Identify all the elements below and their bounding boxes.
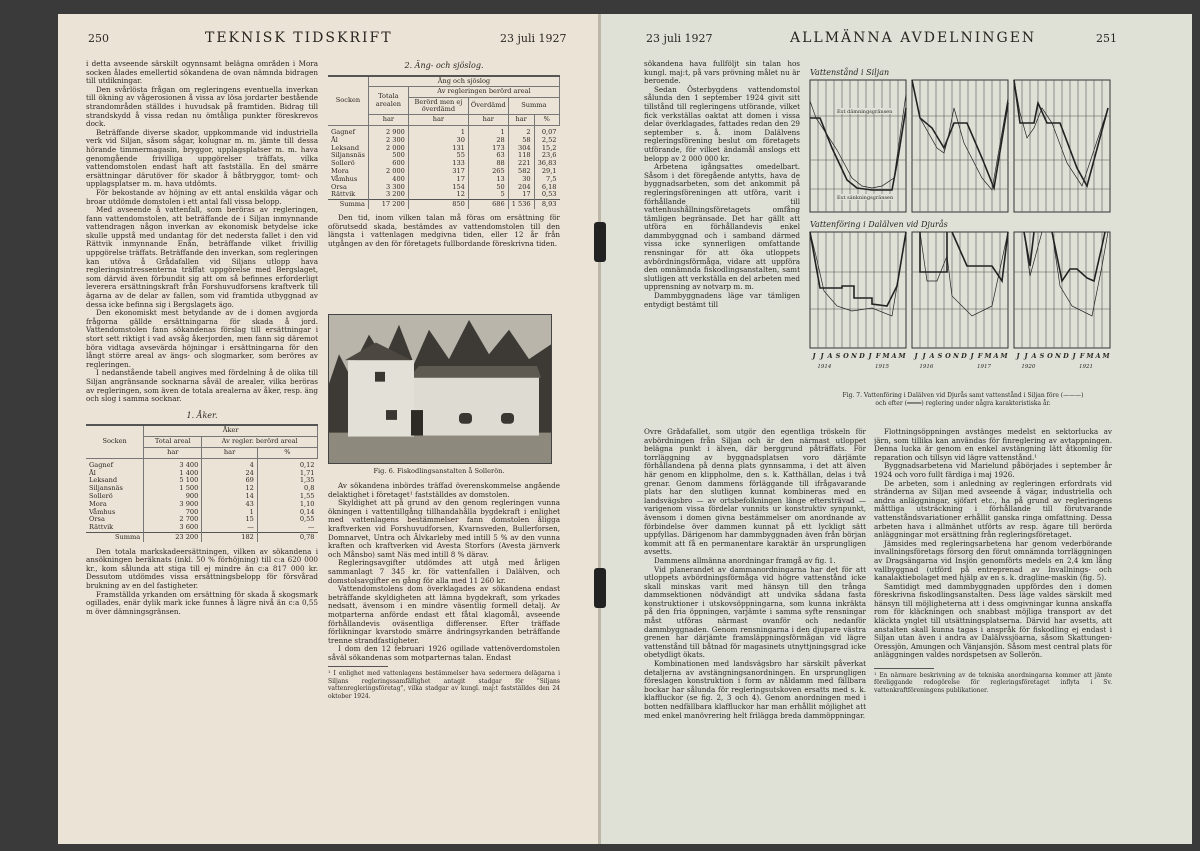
fig7-month-label: N <box>851 352 857 360</box>
cell-socken: Orsa <box>89 515 105 524</box>
cell-total: 3 600 <box>144 524 202 532</box>
fig7-year-end: 1921 <box>1079 364 1093 370</box>
cell-berord: 15 <box>202 516 258 524</box>
unit-har: har <box>368 115 408 126</box>
paragraph: Den totala markskadeersättningen, vilken av sökandena i ansökningen beräknats (inkl. 50 % förhöjning) till c:a 620 000 kr., kom sålunda att stiga till ej mindre än c:a 817 000 kr. Dessutom utdömdes vissa ersättningsbelopp för försvårad brukning av en del fastigheter. <box>86 546 318 591</box>
paragraph: I dom den 12 februari 1926 ogillade vattenöverdomstolen såväl sökandenas som motparternas talan. Endast <box>328 644 560 662</box>
sum-total: 17 200 <box>368 200 408 209</box>
issue-date-left: 23 juli 1927 <box>500 32 567 45</box>
cell-socken: Leksand <box>331 143 360 152</box>
sum-pct: 0,78 <box>257 532 317 541</box>
cell-socken: Ål <box>331 135 338 144</box>
article-text <box>328 214 560 248</box>
cell-pct: 29,1 <box>534 168 559 176</box>
col-header-socken: Socken <box>86 425 144 458</box>
cell-total: 2 300 <box>368 137 408 145</box>
paragraph: Dammens allmänna anordningar framgå av fig. 1. <box>654 555 836 565</box>
right-column-2 <box>874 428 1112 838</box>
fig7-month-label: S <box>1039 352 1045 360</box>
cell-socken: Sollerö <box>331 159 355 168</box>
left-column-2 <box>328 60 560 310</box>
cell-berord: 1 <box>202 509 258 517</box>
fig7-caption-line1: Fig. 7. Vattenföring i Dalälven vid Djurås samt vattenstånd i Siljan före (———) <box>842 392 1084 399</box>
table2-caption: 2. Äng- och sjöslog. <box>404 61 484 70</box>
paragraph: Framställda yrkanden om ersättning för skada å skogsmark ogillades, enär dylik mark icke funnes å lägre nivå än c:a 0,55 m över dämningsgränsen. <box>86 589 318 616</box>
paragraph: Sedan Österbygdens vattendomstol sålunda den 1 september 1924 givit sitt tillstånd till regleringens utförande, vilket fick verkställas oaktat att domen i vissa delar överklagades, fattades redan den 29 september s. å. inom Dalälvens regleringsförening beslut om företagets utförande, för vilket ändamål anslogs ett belopp av 2 000 000 kr. <box>644 84 800 163</box>
unit-har: har <box>508 115 534 126</box>
cell-socken: Våmhus <box>331 174 358 183</box>
fig7-month-label: J <box>820 352 824 360</box>
cell-sum: 582 <box>508 168 534 176</box>
cell-total: 2 000 <box>368 145 408 153</box>
cell-sum: 30 <box>508 176 534 184</box>
page-gutter <box>598 14 601 844</box>
article-text <box>328 482 560 662</box>
issue-date-right: 23 juli 1927 <box>646 32 713 45</box>
cell-pct: 1,10 <box>257 501 317 509</box>
cell-over: 63 <box>468 152 508 160</box>
fig7-month-label: A <box>929 352 935 360</box>
cell-ej: 131 <box>408 145 468 153</box>
cell-total: 3 400 <box>144 462 202 470</box>
cell-berord: 24 <box>202 470 258 478</box>
cell-ej: 154 <box>408 184 468 192</box>
article-text <box>86 548 318 617</box>
paragraph: Regleringsavgifter utdömdes att utgå med årligen sammanlagt 7 345 kr. för vattenfallen i Dalälven, och domstolsavgifter en gång för alla med 11 260 kr. <box>328 558 560 585</box>
cell-socken: Mora <box>89 499 107 508</box>
cell-over: 1 <box>468 129 508 137</box>
fig7-title-discharge: Vattenföring i Dalälven vid Djurås <box>810 220 948 229</box>
fig7-chart <box>806 66 1122 384</box>
unit-har: har <box>144 447 202 458</box>
fig7-month-label: M <box>898 352 906 360</box>
photo-illustration <box>329 315 551 463</box>
fig7-month-label: F <box>875 352 881 360</box>
fig7-title-water-level: Vattenstånd i Siljan <box>810 68 890 77</box>
cell-socken: Våmhus <box>89 507 116 516</box>
cell-pct: 15,2 <box>534 145 559 153</box>
cell-total: 700 <box>144 509 202 517</box>
unit-har: har <box>408 115 468 126</box>
unit-pct: % <box>257 447 317 458</box>
fig7-month-label: J <box>922 352 926 360</box>
fig7-month-label: F <box>977 352 983 360</box>
cell-socken: Leksand <box>89 476 118 485</box>
col-header-aker: Åker <box>144 425 318 436</box>
sum-over: 686 <box>468 200 508 209</box>
unit-har: har <box>468 115 508 126</box>
table-row <box>86 462 318 470</box>
cell-total: 3 200 <box>368 191 408 199</box>
fig7-month-label: M <box>882 352 890 360</box>
paragraph: Dammbyggnadens läge var tämligen entydigt bestämt till <box>644 291 800 309</box>
cell-berord: 12 <box>202 485 258 493</box>
cell-pct: 23,6 <box>534 152 559 160</box>
paragraph: i detta avseende särskilt ogynnsamt belägna områden i Mora socken ålades emellertid sökandena de ovan nämnda bidragen till utdikningar. <box>86 60 318 86</box>
fig7-month-label: F <box>1079 352 1085 360</box>
sum-ej: 850 <box>408 200 468 209</box>
cell-sum: 58 <box>508 137 534 145</box>
paragraph: Övre Grådafallet, som utgör den egentliga tröskeln för avbördningen från Siljan och är den närmast utloppet belägna punkt i älven, där berggrund påträffats. För torrläggning av byggnadsplatsen voro därjämte förhållandena på denna plats gynnsamma, i det att älven här genom en klippholme, den s. k. Katthällan, delas i två grenar. Genom dammens förläggande till ifrågavarande plats har den slutligen kunnat kombineras med en landsvägsbro — av ortsbefolkningen länge eftersträvad — varigenom vissa fördelar vunnits ur konstruktiv synpunkt, ävensom i domen givna bestämmelser om anordnande av förbindelse över dammen kunnat på ett lyckligt sätt uppfyllas. Därigenom har dammbyggnaden även från början kommit att få en permanentare karaktär än ursprungligen avsetts. <box>644 428 866 557</box>
fig7-month-label: M <box>1086 352 1094 360</box>
cell-pct: — <box>257 524 317 532</box>
fig7-caption <box>808 392 1118 408</box>
paragraph: Jämsides med regleringsarbetena har genom vederbörande invallningsföretags försorg den förut omnämnda torrläggningen av Dragsängarna vid Insjön genomförts medels en 2,4 km lång vallbyggnad (utförd på entreprenad av Invallnings- och kanalaktiebolaget med hjälp av en s. k. dragline-maskin (fig. 5). <box>874 538 1112 583</box>
col-header-affected: Av regleringen berörd areal <box>408 87 559 98</box>
cell-berord: 14 <box>202 493 258 501</box>
footnote-rule <box>874 668 934 669</box>
sum-total: 23 200 <box>144 532 202 541</box>
left-column-2-continued <box>328 482 560 838</box>
table-row <box>86 524 318 532</box>
sum-label: Summa <box>86 532 144 541</box>
cell-sum: 204 <box>508 184 534 192</box>
cell-ej: 30 <box>408 137 468 145</box>
cell-pct: 0,53 <box>534 191 559 199</box>
fig7-month-label: M <box>1102 352 1110 360</box>
col-header-socken: Socken <box>328 76 368 126</box>
fig7-year-end: 1917 <box>977 364 991 370</box>
article-text <box>644 428 866 720</box>
fig7-caption-line2: och efter (━━━━) reglering under några karakteristiska år. <box>875 400 1051 407</box>
cell-total: 900 <box>144 493 202 501</box>
paragraph: I nedanstående tabell angives med fördelning å de olika till Siljan angränsande socknarna såväl de arealer, vilka beröras av regleringen, som även de totala arealerna av åker, resp. äng och slog i samma socknar. <box>86 368 318 404</box>
article-text <box>86 60 318 404</box>
cell-sum: 17 <box>508 191 534 199</box>
table1-caption: 1. Åker. <box>186 410 218 420</box>
fig7-month-label: D <box>859 352 865 360</box>
cell-pct: 1,71 <box>257 470 317 478</box>
footnote-right: ¹ En närmare beskrivning av de tekniska anordningarna kommer att jämte föreliggande redogörelse för regleringsföretaget inflyta i Sv. vattenkraftföreningens publikationer. <box>874 672 1112 694</box>
paragraph: Med avseende å vattenfall, som beröras av regleringen, fann vattendomstolen, att beträffande de i Siljan inmynnande vattendragen någon inverkan av ekonomisk betydelse icke skulle uppstå med undantag för det nedersta fallet i den vid Rättvik inmynnande Enån, beträffande vilket frivillig uppgörelse träffats. Beträffande den inverkan, som regleringen kan utöva å Grådafallen vid Siljans utlopp hava regleringsintressenterna träffat uppgörelse med Bergslaget, som därvid även förbundit sig att om så befinnes erforderligt leverera ersättningskraft från Forshuvudforsens kraftverk till ägarna av de delar av fallen, som vid framtida utbyggnad av dessa icke befinna sig i Bergslagets ägo. <box>86 205 318 309</box>
cell-total: 3 900 <box>144 501 202 509</box>
fig7-month-label: D <box>961 352 967 360</box>
cell-socken: Rättvik <box>331 190 356 199</box>
fig7-month-label: A <box>1031 352 1037 360</box>
fig7-month-label: J <box>812 352 816 360</box>
right-column-1 <box>644 60 800 394</box>
fig7-month-label: O <box>945 352 951 360</box>
fig7-month-label: A <box>827 352 833 360</box>
paragraph: Av sökandena inbördes träffad överenskommelse angående delaktighet i företaget¹ fastställdes av domstolen. <box>328 482 560 499</box>
cell-pct: 36,83 <box>534 160 559 168</box>
paragraph: De arbeten, som i anledning av regleringen erfordrats vid stränderna av Siljan med avseende å vägar, industriella och andra anläggningar, sjöfart etc., ha på grund av regleringens måttliga utsträckning i förhållande till förutvarande vattenståndsvariationer erhållit ganska ringa omfattning. Dessa arbeten hava i allmänhet utförts av resp. ägare till berörda anläggningar mot ersättning från regleringsföretaget. <box>874 478 1112 540</box>
sum-berord: 182 <box>202 532 258 541</box>
left-column-1 <box>86 60 318 838</box>
fig7-month-label: J <box>1072 352 1076 360</box>
cell-over: 28 <box>468 137 508 145</box>
fig7-month-label: J <box>914 352 918 360</box>
paragraph: Den tid, inom vilken talan må föras om ersättning för oförutsedd skada, bestämdes av vattendomstolen till den längsta i vattenlagen medgivna tiden, eller 12 år från utgången av den för företagets fullbordande föreskrivna tiden. <box>328 212 560 248</box>
fig7-month-label: J <box>1024 352 1028 360</box>
article-text <box>644 60 800 309</box>
cell-pct: 7,5 <box>534 176 559 184</box>
table-row <box>86 470 318 478</box>
cell-socken: Gagnef <box>331 127 356 136</box>
fig7-month-label: S <box>835 352 841 360</box>
cell-ej: 1 <box>408 129 468 137</box>
cell-total: 5 100 <box>144 477 202 485</box>
table-sum-row <box>86 532 318 541</box>
col-header-total: Total areal <box>144 437 202 448</box>
col-header-summa: Summa <box>508 98 559 115</box>
table-ang-sjoslog <box>328 75 560 209</box>
cell-pct: 0,55 <box>257 516 317 524</box>
paragraph: sökandena hava fullföljt sin talan hos kungl. maj:t, på vars prövning målet nu är beroende. <box>644 60 800 86</box>
col-header-total: Totala arealen <box>368 87 408 115</box>
cell-total: 2 000 <box>368 168 408 176</box>
table-row <box>86 501 318 509</box>
binding-clip <box>594 568 606 608</box>
cell-pct: 0,8 <box>257 485 317 493</box>
fig7-month-label: N <box>1055 352 1061 360</box>
sum-sum: 1 536 <box>508 200 534 209</box>
journal-title: TEKNISK TIDSKRIFT <box>205 30 393 46</box>
right-column-1-continued <box>644 428 866 838</box>
cell-socken: Ål <box>89 468 96 477</box>
unit-pct: % <box>534 115 559 126</box>
fig7-series-after-regulation <box>920 232 1008 281</box>
cell-sum: 304 <box>508 145 534 153</box>
fig7-year-end: 1915 <box>875 364 889 370</box>
paragraph: Beträffande diverse skador, uppkommande vid industriella verk vid Siljan, såsom sågar, kolugnar m. m. jämte till dessa hörande timmermagasin, bryggor, upplagsplatser m. m. hava genomgående frivilliga uppgörelser träffats, vilka vattendomstolen endast haft att fastställa. En del smärre ersättningar därutöver för skador å båtbryggor, tomt- och upplagsplatser m. m. hava utdömts. <box>86 127 318 189</box>
footnote-rule <box>328 666 388 667</box>
paragraph: Den svårlösta frågan om regleringens eventuella inverkan till ökning av vågerosionen å vissa av lösa jordarter bestående strandområden ställdes i huvudsak på framtiden. Bidrag till strandskydd å vissa redan nu ömtåliga punkter föreskrevos dock. <box>86 84 318 129</box>
fig7-year-start: 1914 <box>817 364 832 370</box>
cell-sum: 118 <box>508 152 534 160</box>
cell-ej: 17 <box>408 176 468 184</box>
paragraph: Skyldighet att på grund av den genom regleringen vunna ökningen i vattentillgång tillhandahålla bygdekraft i enlighet med vattenlagens bestämmelser fann domstolen åligga kraftverken vid Forshuvudforsen, Kvarnsveden, Bullerforsen, Domnarvet, Untra och Älvkarleby med intill 5 % av den vunna kraften och kraftverken vid Avesta Storfors (Avesta järnverk och Månsbo) samt Näs med intill 8 % därav. <box>328 498 560 559</box>
cell-berord: 4 <box>202 462 258 470</box>
fig7-month-label: O <box>1047 352 1053 360</box>
article-text <box>874 428 1112 660</box>
fig7-month-label: M <box>1000 352 1008 360</box>
unit-har: har <box>202 447 258 458</box>
cell-total: 3 300 <box>368 184 408 192</box>
cell-berord: — <box>202 524 258 532</box>
fig7-month-label: J <box>1016 352 1020 360</box>
fig7-year-start: 1920 <box>1021 364 1036 370</box>
table-aker <box>86 424 318 541</box>
fig7-month-label: J <box>970 352 974 360</box>
cell-pct: 2,52 <box>534 137 559 145</box>
cell-ej: 55 <box>408 152 468 160</box>
cell-over: 265 <box>468 168 508 176</box>
fig7-month-label: D <box>1063 352 1069 360</box>
cell-over: 173 <box>468 145 508 153</box>
table-row <box>86 516 318 524</box>
cell-socken: Rättvik <box>89 523 114 532</box>
paragraph: Samtidigt med dammbyggnaden uppfördes den i domen föreskrivna fiskodlingsanstalten. Dess läge valdes särskilt med hänsyn till möjligheterna att i dess omgivningar kunna anskaffa rom för kläckningen och snabbast möjliga transport av det kläckta ynglet till utsättningsplatserna. Därvid har avsetts, att anstalten skall kunna tagas i anspråk för fiskodling ej endast i Siljan utan även i andra av Dalälvssjöarna, såsom Skattungen-Oressjön, Amungen och Vänjansjön. Såsom mest central plats för anläggningen valdes nordspetsen av Sollerön. <box>874 581 1112 660</box>
paragraph: Arbetena igångsattes omedelbart. Såsom i det föregående antytts, hava de byggnadsarbeten, som det ankommit på regleringsföreningen att utföra, varit i förhållande till vattenhushållningsföretagets omfång tämligen begränsade. Det har gällt att utföra en förhållandevis enkel dammbyggnad och i samband därmed vissa icke synnerligen omfattande rensningar för att öka utloppets avbördningsförmåga, vidare att uppföra den omnämnda fiskodlingsanstalten, samt slutligen att verkställa en del arbeten med upprensning av notvarp m. m. <box>644 162 800 292</box>
fig7-month-label: A <box>1095 352 1101 360</box>
cell-total: 1 400 <box>144 470 202 478</box>
fig7-month-label: O <box>843 352 849 360</box>
footnote-left: ¹ I enlighet med vattenlagens bestämmelser hava sedermera delägarna i Siljans regleringssamfällighet antagit stadgar för "Siljans vattenregleringsföretag", vilka stadgar av kungl. maj:t fastställdes den 24 oktober 1924. <box>328 670 560 700</box>
fig7-month-label: A <box>891 352 897 360</box>
col-header-flooded: Överdämd <box>468 98 508 115</box>
paragraph: Vid planerandet av dammanordningarna har det för att utloppets avbördningsförmåga vid högre vattenstånd icke skall minskas varit med hänsyn till den trånga dammsektionen nödvändigt att undvika sådana fasta konstruktioner i utskovsöppningarna, som kunna inkräkta på den fria öppningen, varjämte i samma syfte rensningar måst utföras närmast ovanför och nedanför dammbyggnaden. Genom rensningarna i den djupare västra grenen har därjämte framsläppningsförmågan vid lägre vattenstånd till båtnad för magasinets utnyttjningsgrad icke obetydligt ökats. <box>644 564 866 660</box>
cell-pct: 0,07 <box>534 129 559 137</box>
paragraph: Vattendomstolens dom överklagades av sökandena endast beträffande skyldigheten att lämna bygdekraft, som yrkades nedsatt, ävensom i en mindre väsentlig formell detalj. Av motparterna anförde endast ett fåtal klagomål, avseende förhållandevis oväsentliga differenser. Efter träffade förlikningar kvarstodo smärre ändringsyrkanden beträffande trenne strandfastigheter. <box>328 584 560 645</box>
fig6-caption: Fig. 6. Fiskodlingsanstalten å Sollerön. <box>373 467 505 475</box>
fig7-month-label: N <box>953 352 959 360</box>
fig7-month-label: S <box>937 352 943 360</box>
cell-sum: 221 <box>508 160 534 168</box>
cell-over: 50 <box>468 184 508 192</box>
cell-pct: 0,12 <box>257 462 317 470</box>
sum-pct: 8,93 <box>534 200 559 209</box>
cell-total: 1 500 <box>144 485 202 493</box>
sum-label: Summa <box>328 200 368 209</box>
cell-pct: 1,55 <box>257 493 317 501</box>
cell-over: 5 <box>468 191 508 199</box>
cell-socken: Sollerö <box>89 491 113 500</box>
cell-over: 13 <box>468 176 508 184</box>
section-title: ALLMÄNNA AVDELNINGEN <box>790 30 1037 46</box>
cell-ej: 317 <box>408 168 468 176</box>
fig7-month-label: M <box>984 352 992 360</box>
cell-pct: 6,18 <box>534 184 559 192</box>
binding-clip <box>594 222 606 262</box>
paragraph: Flottningsöppningen avstänges medelst en sektorlucka av järn, som tillika kan användas för finreglering av avtappningen. Denna lucka är genom en enkel avstängning lätt åtkomlig för reparation och tillsyn vid lägre vattenstånd.¹ <box>874 428 1112 462</box>
paragraph: Kombinationen med landsvägsbro har särskilt påverkat detaljerna av avstängningsanordningen. En ursprungligen föreslagen konstruktion i form av nåldamm med fällbara bockar har sålunda för regleringsutskoven ersatts med s. k. klaffluckor (se fig. 2, 3 och 4). Genom anordningen med i botten nedfällbara klaffluckor har man erhållit möjlighet att med enkel manövrering helt frilägga breda dammöppningar. <box>644 659 866 720</box>
paragraph: Den ekonomiskt mest betydande av de i domen avgjorda frågorna gällde ersättningarna för skada å jord. Vattendomstolen fann sökandenas förslag till ersättningar i stort sett riktigt i vad avsåg åkerjorden, men fann sig däremot böra vidtaga avsevärda höjningar i ersättningarna för den långt större areal av ängs- och slogmarker, som beröres av regleringen. <box>86 308 318 369</box>
table-row <box>86 509 318 517</box>
cell-socken: Orsa <box>331 182 347 191</box>
cell-total: 2 900 <box>368 129 408 137</box>
fig7-series-before-regulation <box>920 232 1008 316</box>
cell-socken: Siljansnäs <box>331 151 365 160</box>
cell-pct: 0,14 <box>257 509 317 517</box>
page-number-left: 250 <box>88 32 109 45</box>
cell-berord: 43 <box>202 501 258 509</box>
fig7-month-label: J <box>868 352 872 360</box>
table-row <box>328 191 560 199</box>
cell-sum: 2 <box>508 129 534 137</box>
col-header-not-flooded: Berörd men ej överdämd <box>408 98 468 115</box>
table-row <box>86 493 318 501</box>
cell-total: 400 <box>368 176 408 184</box>
cell-pct: 1,35 <box>257 477 317 485</box>
cell-ej: 12 <box>408 191 468 199</box>
cell-ej: 133 <box>408 160 468 168</box>
fig7-month-label: A <box>993 352 999 360</box>
cell-socken: Gagnef <box>89 460 114 469</box>
page-number-right: 251 <box>1096 32 1117 45</box>
table-row <box>86 485 318 493</box>
paragraph: För bekostande av höjning av ett antal enskilda vägar och broar utdömde domstolen i ett antal fall vissa belopp. <box>86 187 318 206</box>
table-sum-row <box>328 200 560 209</box>
col-header-ang: Äng och sjöslog <box>368 76 559 87</box>
cell-over: 88 <box>468 160 508 168</box>
fig7-series-after-regulation <box>1024 232 1105 281</box>
col-header-affected: Av regler. berörd areal <box>202 437 318 448</box>
fig7-year-start: 1916 <box>919 364 934 370</box>
paragraph: Byggnadsarbetena vid Marielund påbörjades i september år 1924 och voro fullt färdiga i maj 1926. <box>874 461 1112 479</box>
cell-socken: Mora <box>331 166 349 175</box>
cell-total: 600 <box>368 160 408 168</box>
cell-total: 500 <box>368 152 408 160</box>
cell-total: 2 700 <box>144 516 202 524</box>
cell-socken: Siljansnäs <box>89 484 123 493</box>
cell-berord: 69 <box>202 477 258 485</box>
fig7-label-lowering-limit: Ext sänkningsgränsen <box>837 195 894 201</box>
fig7-label-dam-limit: Ext dämningsgränsen <box>837 109 893 115</box>
fig6-photo-fish-hatchery <box>328 314 552 464</box>
